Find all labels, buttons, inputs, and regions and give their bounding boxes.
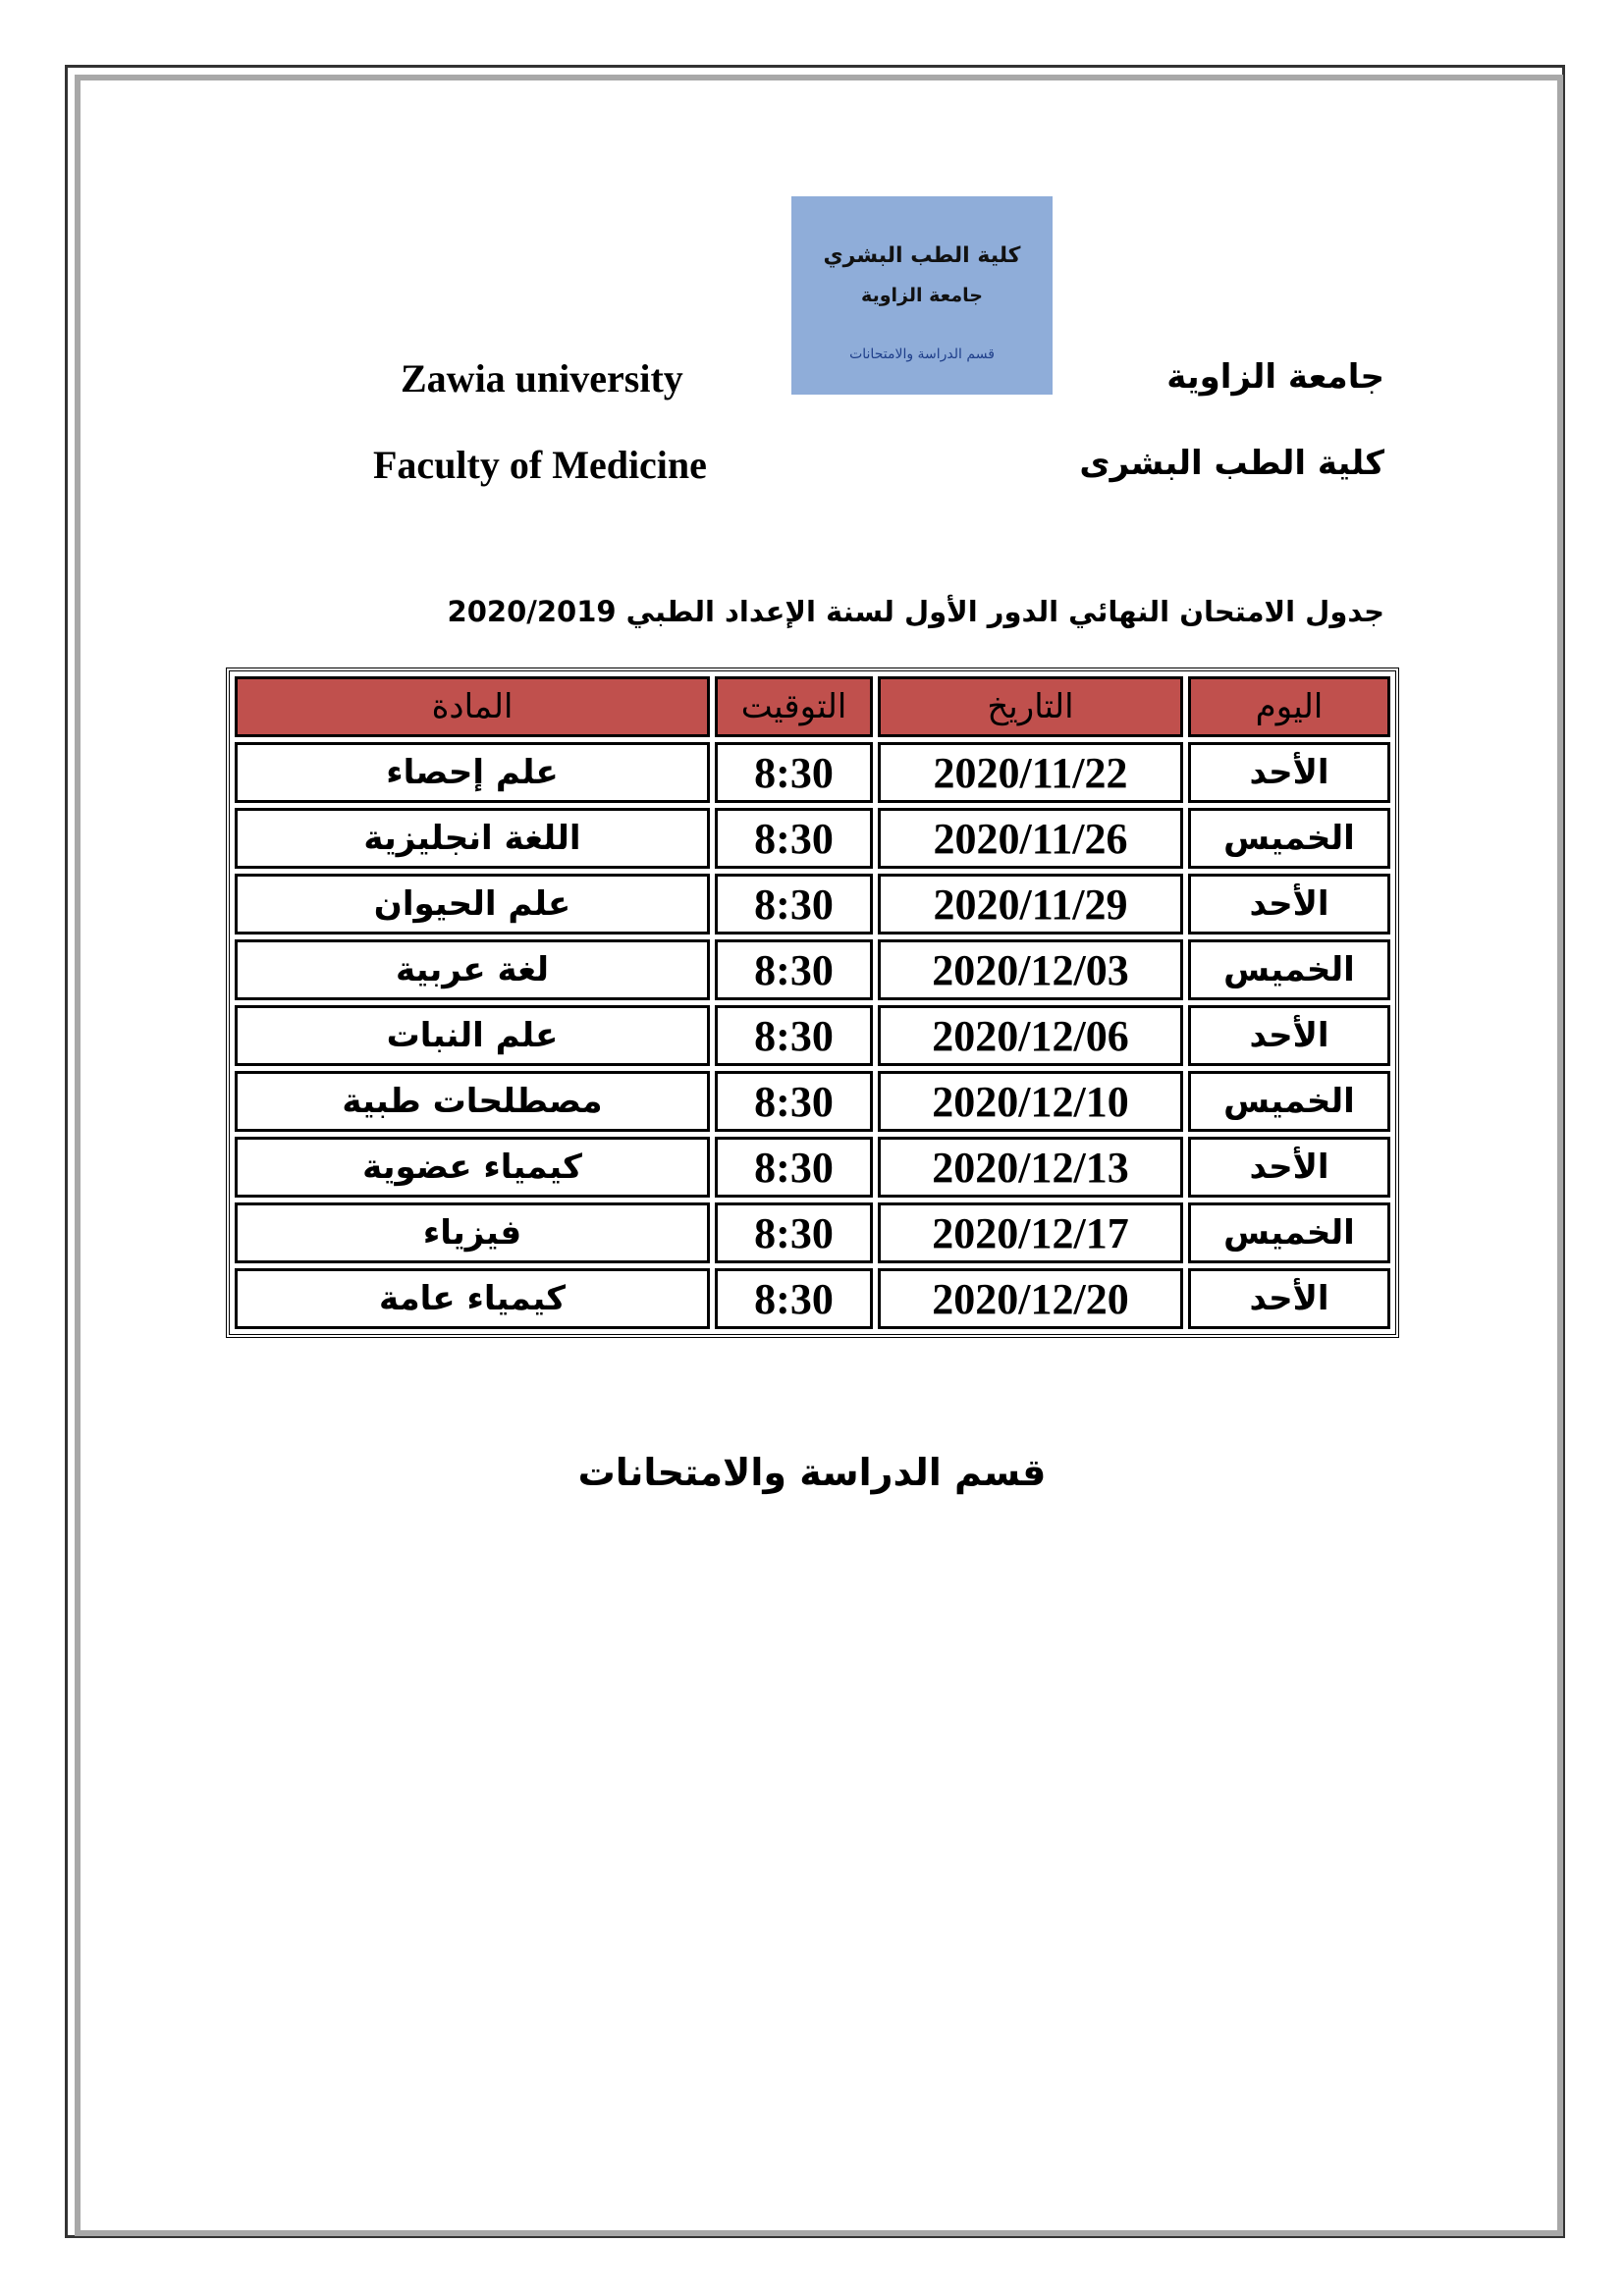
schedule-title: جدول الامتحان النهائي الدور الأول لسنة الإعداد الطبي 2020/2019 bbox=[447, 595, 1384, 628]
cell-time: 8:30 bbox=[715, 874, 873, 934]
cell-day: الخميس bbox=[1188, 1071, 1390, 1132]
cell-time: 8:30 bbox=[715, 1071, 873, 1132]
header-time: التوقيت bbox=[715, 676, 873, 737]
table-row bbox=[235, 1268, 1390, 1329]
cell-subject: كيمياء عامة bbox=[235, 1268, 710, 1329]
cell-subject: علم إحصاء bbox=[235, 742, 710, 803]
cell-time: 8:30 bbox=[715, 808, 873, 869]
table-row bbox=[235, 1005, 1390, 1066]
table-row bbox=[235, 874, 1390, 934]
cell-time: 8:30 bbox=[715, 1202, 873, 1263]
logo-line-university: جامعة الزاوية bbox=[861, 285, 983, 306]
cell-subject: علم النبات bbox=[235, 1005, 710, 1066]
cell-subject: اللغة انجليزية bbox=[235, 808, 710, 869]
cell-date: 2020/11/29 bbox=[878, 874, 1183, 934]
table-row bbox=[235, 808, 1390, 869]
cell-day: الأحد bbox=[1188, 1137, 1390, 1198]
cell-date: 2020/12/17 bbox=[878, 1202, 1183, 1263]
cell-time: 8:30 bbox=[715, 1268, 873, 1329]
cell-day: الخميس bbox=[1188, 1202, 1390, 1263]
cell-day: الخميس bbox=[1188, 939, 1390, 1000]
cell-time: 8:30 bbox=[715, 1137, 873, 1198]
cell-day: الأحد bbox=[1188, 1005, 1390, 1066]
logo-line-department: قسم الدراسة والامتحانات bbox=[849, 347, 995, 362]
header-date: التاريخ bbox=[878, 676, 1183, 737]
header-day: اليوم bbox=[1188, 676, 1390, 737]
cell-time: 8:30 bbox=[715, 742, 873, 803]
table-header-row bbox=[235, 676, 1390, 737]
cell-date: 2020/12/20 bbox=[878, 1268, 1183, 1329]
table-row bbox=[235, 1137, 1390, 1198]
table-row bbox=[235, 1071, 1390, 1132]
faculty-name-en: Faculty of Medicine bbox=[373, 443, 707, 487]
cell-date: 2020/11/26 bbox=[878, 808, 1183, 869]
cell-subject: كيمياء عضوية bbox=[235, 1137, 710, 1198]
table-row bbox=[235, 1202, 1390, 1263]
cell-day: الخميس bbox=[1188, 808, 1390, 869]
exam-schedule-table bbox=[226, 667, 1399, 1338]
university-name-en: Zawia university bbox=[401, 356, 683, 400]
faculty-name-ar: كلية الطب البشرى bbox=[1079, 444, 1384, 483]
cell-date: 2020/11/22 bbox=[878, 742, 1183, 803]
cell-day: الأحد bbox=[1188, 742, 1390, 803]
cell-subject: مصطلحات طبية bbox=[235, 1071, 710, 1132]
logo-line-faculty: كلية الطب البشري bbox=[823, 243, 1021, 268]
cell-day: الأحد bbox=[1188, 1268, 1390, 1329]
university-name-ar: جامعة الزاوية bbox=[1166, 357, 1384, 397]
faculty-logo bbox=[791, 196, 1053, 395]
cell-day: الأحد bbox=[1188, 874, 1390, 934]
department-footer: قسم الدراسة والامتحانات bbox=[577, 1451, 1047, 1494]
cell-subject: علم الحيوان bbox=[235, 874, 710, 934]
cell-date: 2020/12/13 bbox=[878, 1137, 1183, 1198]
cell-subject: لغة عربية bbox=[235, 939, 710, 1000]
table-row bbox=[235, 939, 1390, 1000]
header-subject: المادة bbox=[235, 676, 710, 737]
cell-time: 8:30 bbox=[715, 1005, 873, 1066]
cell-date: 2020/12/03 bbox=[878, 939, 1183, 1000]
cell-subject: فيزياء bbox=[235, 1202, 710, 1263]
table-row bbox=[235, 742, 1390, 803]
cell-date: 2020/12/10 bbox=[878, 1071, 1183, 1132]
cell-date: 2020/12/06 bbox=[878, 1005, 1183, 1066]
cell-time: 8:30 bbox=[715, 939, 873, 1000]
